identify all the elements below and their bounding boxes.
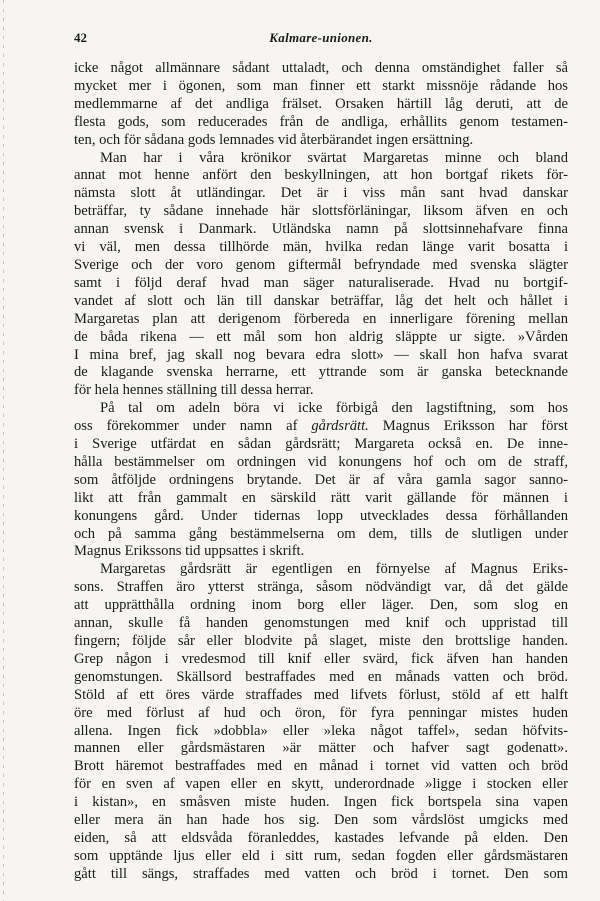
- text-line: Stöld af ett öres värde straffades med lifvets förlust, stöld af ett halft: [74, 686, 568, 703]
- text-line: i kistan», en småsven miste huden. Ingen fick bortspela sina vapen: [74, 794, 568, 811]
- text-line: likt att från gammalt en särskild rätt varit gällande för männen i: [74, 489, 568, 506]
- text-line: de klagande svenska herrarne, ett yttrande som är ganska betecknande: [74, 364, 568, 381]
- text-line: eller mera än han hade hos sig. Den som vårdslöst umgicks med: [74, 812, 568, 829]
- text-line: ten, och för sådana gods lemnades vid återbärandet ingen ersättning.: [74, 131, 474, 148]
- text-line: i Sverige utfärdat en sådan gårdsrätt; Margareta också en. De inne-: [74, 436, 568, 453]
- text-line: icke något allmännare sådant uttaladt, och denna omständighet faller så: [74, 60, 568, 76]
- text-line: för en sven af vapen eller en skytt, underordnade »ligge i stocken eller: [74, 776, 568, 793]
- text-line: annat mot henne anfört den beskyllningen, att hon bortgaf rikets för-: [74, 167, 568, 184]
- text-line: nämsta slott åt utländingar. Det är i viss mån sant hvad danskar: [74, 185, 568, 202]
- text-line: hålla bestämmelser om ordningen vid konungens hof och om de straff,: [74, 453, 568, 470]
- text-line: annan, skulle få handen genomstungen med knif och uppristad till: [74, 615, 568, 632]
- text-line: gått till sängs, straffades med vatten och bröd i tornet. Den som: [74, 865, 568, 882]
- paragraph-2: [74, 150, 568, 401]
- text-line: Magnus Erikssons tid uppsattes i skrift.: [74, 543, 305, 560]
- text-line: sons. Straffen äro ytterst stränga, såsom nödvändigt var, då det gälde: [74, 579, 568, 596]
- emphasized-term: gårdsrätt.: [311, 418, 369, 435]
- text-line: konungens gård. Under tidernas lopp utvecklades dessa förhållanden: [74, 507, 568, 524]
- text-line: mycket mer i ögonen, som man finner ett starkt missnöje rådande hos: [74, 77, 568, 94]
- page-number: 42: [74, 30, 87, 45]
- text-line: mannen eller gårdsmästaren »är mätter och hafver sagt godenatt».: [74, 740, 568, 757]
- text-line: flesta gods, som reducerades från de andliga, erhållits genom testamen-: [74, 113, 568, 130]
- text-line: vi väl, men dessa tillhörde män, hvilka redan länge varit bosatta i: [74, 239, 568, 256]
- text-line: vandet af slott och län till danskar beträffar, låg det helt och hållet i: [74, 292, 568, 309]
- running-title: Kalmare-unionen.: [269, 30, 373, 45]
- text-line: Margaretas gårdsrätt är egentligen en förnyelse af Magnus Eriks-: [100, 561, 568, 578]
- text-line: allena. Ingen fick »dobbla» eller »leka något taffel», sedan höfvits-: [74, 722, 568, 739]
- text-line: medlemmarne af det andliga frälset. Orsaken härtill låg deruti, att de: [74, 95, 568, 112]
- paragraph-1: [74, 60, 568, 150]
- text-line: Brott häremot bestraffades med en månad i tornet vid vatten och bröd: [74, 758, 568, 775]
- text-line: Margaretas plan att derigenom förbereda en innerligare förening mellan: [74, 310, 568, 327]
- text-line: Sverige och der voro genom giftermål befryndade med svenska slägter: [74, 256, 568, 273]
- text-line: samt i följd deraf hvad man säger naturaliserade. Hvad nu bortgif-: [74, 274, 568, 291]
- text-line: eiden, så att eldsvåda föranleddes, kastades lefvande på elden. Den: [74, 829, 568, 846]
- text-line: I mina bref, jag skall nog bevara edra slott» — skall hon hafva svarat: [74, 346, 568, 363]
- text-line: Grep någon i vredesmod till knif eller svärd, fick äfven han handen: [74, 650, 568, 667]
- text-line: fingern; följde sår eller blodvite på slaget, miste den brottslige handen.: [74, 633, 568, 649]
- text-line: öre med förlust af hud och öron, för fyra penningar mistes huden: [74, 704, 568, 721]
- text-line: att upprätthålla ordning inom borg eller läger. Den, som slog en: [74, 597, 568, 614]
- text-line: genomstungen. Skällsord bestraffades med en månads vatten och bröd.: [74, 668, 568, 685]
- text-line: Man har i våra krönikor svärtat Margaretas minne och bland: [100, 149, 568, 166]
- text-line: oss förekommer under namn af gårdsrätt. Magnus Eriksson har först: [74, 418, 568, 435]
- text-line: annan svensk i Danmark. Utländska namn på slottsinnehafvare finna: [74, 221, 568, 238]
- text-line: som åtföljde ordningens brytande. Det är af våra gamla sagor sanno-: [74, 471, 568, 488]
- paragraph-4: [74, 561, 568, 883]
- text-line: de båda rikena — ett mål som hon aldrig släppte ur sigte. »Vården: [74, 328, 568, 345]
- body-text: [74, 60, 568, 884]
- page-header: [74, 30, 568, 50]
- text-line: och på samma gång bestämmelserna om dem, tills de slutligen under: [74, 525, 568, 542]
- text-line: som upptände ljus eller eld i sitt rum, sedan fogden eller gårdsmästaren: [74, 847, 568, 864]
- text-line: På tal om adeln böra vi icke förbigå den lagstiftning, som hos: [100, 400, 568, 417]
- scan-edge-mark: [3, 0, 4, 901]
- paragraph-3: [74, 400, 568, 561]
- text-line: för hela hennes ställning till dessa herrar.: [74, 382, 314, 399]
- text-line: beträffar, ty sådane innehade här slottsförläningar, liksom äfven en och: [74, 203, 568, 220]
